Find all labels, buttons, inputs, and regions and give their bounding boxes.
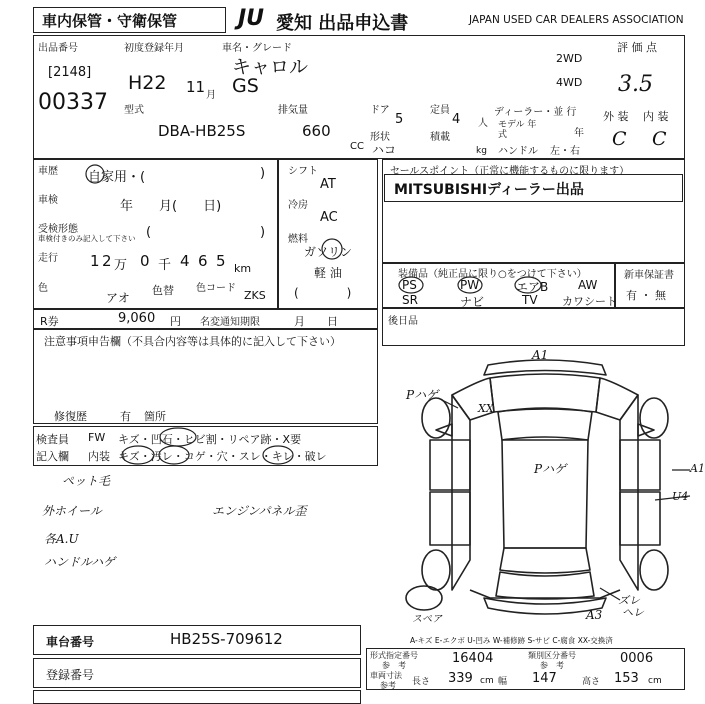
mileage-d1: 1 — [90, 252, 100, 270]
mark-a3: A3 — [586, 608, 603, 622]
chassis-label: 車台番号 — [46, 635, 95, 649]
handle-value: 左・右 — [550, 146, 580, 157]
acceptance-paren: ( — [146, 225, 152, 240]
history-label: 車歴 — [38, 166, 58, 177]
interior-items: キズ・汚レ・コゲ・穴・スレ・キレ・破レ — [118, 450, 327, 463]
mileage-label: 走行 — [38, 253, 58, 264]
fuel-diesel: 軽 油 — [314, 266, 342, 280]
handle-label: ハンドル — [498, 146, 538, 157]
type-no-ref: 参 考 — [382, 661, 406, 670]
shape-value: ハコ — [372, 143, 397, 157]
door-label: ドア — [370, 105, 390, 116]
h-unit: cm — [648, 676, 662, 686]
insp-fw: FW — [88, 431, 106, 444]
equip-seat: カワシート — [562, 295, 617, 308]
model-label: 型式 — [124, 105, 144, 116]
load-label: 積載 — [430, 132, 450, 143]
mark-zure: ズレ — [618, 594, 640, 607]
cap-label: 定員 — [430, 105, 450, 116]
equip-airbag: エアB — [516, 280, 549, 294]
lot-label: 出品番号 — [38, 43, 78, 54]
storage-title: 車内保管・守衛保管 — [42, 12, 178, 30]
mark-a1-front: A1 — [532, 348, 549, 362]
model-value: DBA-HB25S — [158, 122, 246, 140]
equip-aw: AW — [578, 278, 598, 292]
ac-label: 冷房 — [288, 200, 308, 211]
mileage-sen: 千 — [158, 258, 172, 273]
acceptance-label: 受検形態 — [38, 224, 78, 235]
note-pet-hair: ペット毛 — [62, 474, 111, 488]
drive-2wd: 2WD — [556, 52, 583, 65]
equip-tv: TV — [522, 293, 538, 307]
note-handle: ハンドルハゲ — [44, 555, 116, 569]
sales-label: セールスポイント（正常に機能するものに限ります） — [390, 166, 630, 177]
mark-hekomi: ヘレ — [622, 606, 644, 619]
later-label: 後日品 — [388, 316, 418, 327]
shift-value: AT — [320, 177, 336, 192]
note-wheel: 外ホイール — [42, 504, 102, 518]
inspector-label: 検査員 — [36, 433, 69, 446]
int-label: 内 装 — [643, 110, 669, 123]
repair-label: 修復歴 — [54, 410, 87, 423]
mileage-d5: 6 — [198, 252, 208, 270]
first-reg-month: 11 — [186, 78, 206, 96]
color-change-label: 色替 — [152, 284, 174, 297]
association-name: JAPAN USED CAR DEALERS ASSOCIATION — [469, 14, 684, 26]
inspect-label: 車検 — [38, 195, 58, 206]
r-value: 9,060 — [118, 311, 156, 326]
len-unit: cm — [480, 676, 494, 686]
equip-navi: ナビ — [460, 295, 485, 309]
history-value: 自家用・( — [88, 170, 146, 185]
year-unit: 年 — [574, 128, 584, 139]
form-title: 愛知 出品申込書 — [276, 13, 409, 34]
grade: GS — [232, 75, 259, 97]
lot-sub: [2148] — [48, 65, 92, 80]
shape-label: 形状 — [370, 132, 390, 143]
repair-value: 有 — [120, 410, 131, 423]
mileage-d2: 2 — [102, 252, 112, 270]
load-unit: kg — [476, 146, 487, 156]
name-change-label: 名変通知期限 — [200, 317, 260, 328]
note-each-au: 各A.U — [44, 532, 79, 546]
caution-label: 注意事項申告欄（不具合内容等は具体的に記入して下さい） — [44, 335, 341, 348]
model-year-label: モデル 年式 — [498, 120, 537, 140]
mark-a1-right: A1 — [690, 462, 705, 475]
fuel-gasoline: ガソリン — [304, 245, 353, 259]
note-engine-panel: エンジンパネル歪 — [212, 504, 307, 518]
lot-number: 00337 — [38, 90, 108, 115]
chassis-number: HB25S-709612 — [170, 630, 283, 648]
class-no-label: 類別区分番号 — [528, 651, 576, 660]
car-name: キャロル — [232, 56, 309, 78]
size-label: 車両寸法 — [370, 671, 402, 680]
first-reg-year: H22 — [128, 72, 167, 94]
mark-p-hage-roof: Pハゲ — [534, 462, 567, 476]
w-value: 147 — [532, 671, 557, 686]
color-label: 色 — [38, 283, 48, 294]
class-no-ref: 参 考 — [540, 661, 564, 670]
month-unit: 月 — [206, 90, 216, 101]
size-ref: 参考 — [380, 681, 396, 690]
color-value: アオ — [106, 291, 130, 305]
mark-spare: スペア — [412, 614, 442, 625]
drive-4wd: 4WD — [556, 76, 583, 89]
r-unit: 円 — [170, 315, 181, 328]
interior-label: 内装 — [88, 450, 110, 463]
mileage-d4: 4 — [180, 252, 190, 270]
mark-p-hage-left: Pハゲ — [406, 388, 439, 402]
score-label: 評 価 点 — [617, 41, 657, 54]
color-code-value: ZKS — [244, 289, 266, 302]
ac-value: AC — [320, 210, 338, 225]
h-label: 高さ — [582, 677, 601, 687]
r-label: R券 — [40, 315, 59, 328]
door-value: 5 — [395, 112, 404, 127]
h-value: 153 — [614, 671, 639, 686]
equip-label: 装備品（純正品に限り○をつけて下さい） — [398, 269, 587, 280]
w-label: 幅 — [498, 677, 508, 687]
name-label: 車名・グレード — [222, 43, 292, 54]
inspect-value: 年 月( 日) — [120, 199, 222, 214]
damage-legend: A-キズ E-エクボ U-凹み W-補修跡 S-サビ C-腐食 XX-交換済 — [410, 636, 613, 645]
ext-label: 外 装 — [603, 110, 629, 123]
sales-point: MITSUBISHIディーラー出品 — [394, 182, 584, 198]
acceptance-note: 車検付きのみ記入して下さい — [38, 234, 136, 243]
record-label: 記入欄 — [36, 450, 69, 463]
mileage-d6: 5 — [216, 252, 226, 270]
mark-xx: XX — [478, 402, 494, 415]
shift-label: シフト — [288, 166, 318, 177]
fuel-label: 燃料 — [288, 234, 308, 245]
cap-value: 4 — [452, 112, 461, 127]
warranty-label: 新車保証書 — [624, 270, 674, 281]
equip-sr: SR — [402, 293, 418, 307]
mileage-unit: km — [234, 262, 252, 275]
mark-u4: U4 — [672, 490, 689, 503]
history-close: ) — [260, 166, 266, 181]
dealer-label: ディーラー・並 行 — [494, 107, 577, 118]
warranty-value: 有 ・ 無 — [626, 289, 666, 302]
type-no: 16404 — [452, 651, 494, 666]
len-value: 339 — [448, 671, 473, 686]
len-label: 長さ — [412, 677, 431, 687]
first-reg-label: 初度登録年月 — [124, 43, 184, 54]
insp-items: キズ・凹石・ヒビ割・リペア跡・X要 — [118, 433, 302, 446]
fuel-other: ( ) — [294, 286, 352, 300]
repair-unit: 箇所 — [144, 410, 166, 423]
type-no-label: 形式指定番号 — [370, 651, 418, 660]
name-change-value: 月 日 — [294, 315, 338, 328]
acceptance-close: ) — [260, 225, 266, 240]
int-grade: C — [652, 128, 667, 150]
equip-ps: PS — [402, 278, 417, 292]
cap-unit: 人 — [478, 118, 488, 129]
mileage-man: 万 — [114, 258, 128, 273]
color-code-label: 色コード — [196, 283, 236, 294]
equip-pw: PW — [460, 278, 480, 292]
bottom-tail — [33, 690, 361, 704]
ju-logo: JU — [238, 6, 265, 31]
class-no: 0006 — [620, 651, 654, 666]
reg-label: 登録番号 — [46, 668, 95, 682]
disp-value: 660 — [302, 122, 331, 140]
mileage-d3: 0 — [140, 252, 150, 270]
score-value: 3.5 — [618, 72, 653, 97]
cc-unit: CC — [350, 141, 364, 152]
disp-label: 排気量 — [278, 105, 308, 116]
ext-grade: C — [612, 128, 627, 150]
